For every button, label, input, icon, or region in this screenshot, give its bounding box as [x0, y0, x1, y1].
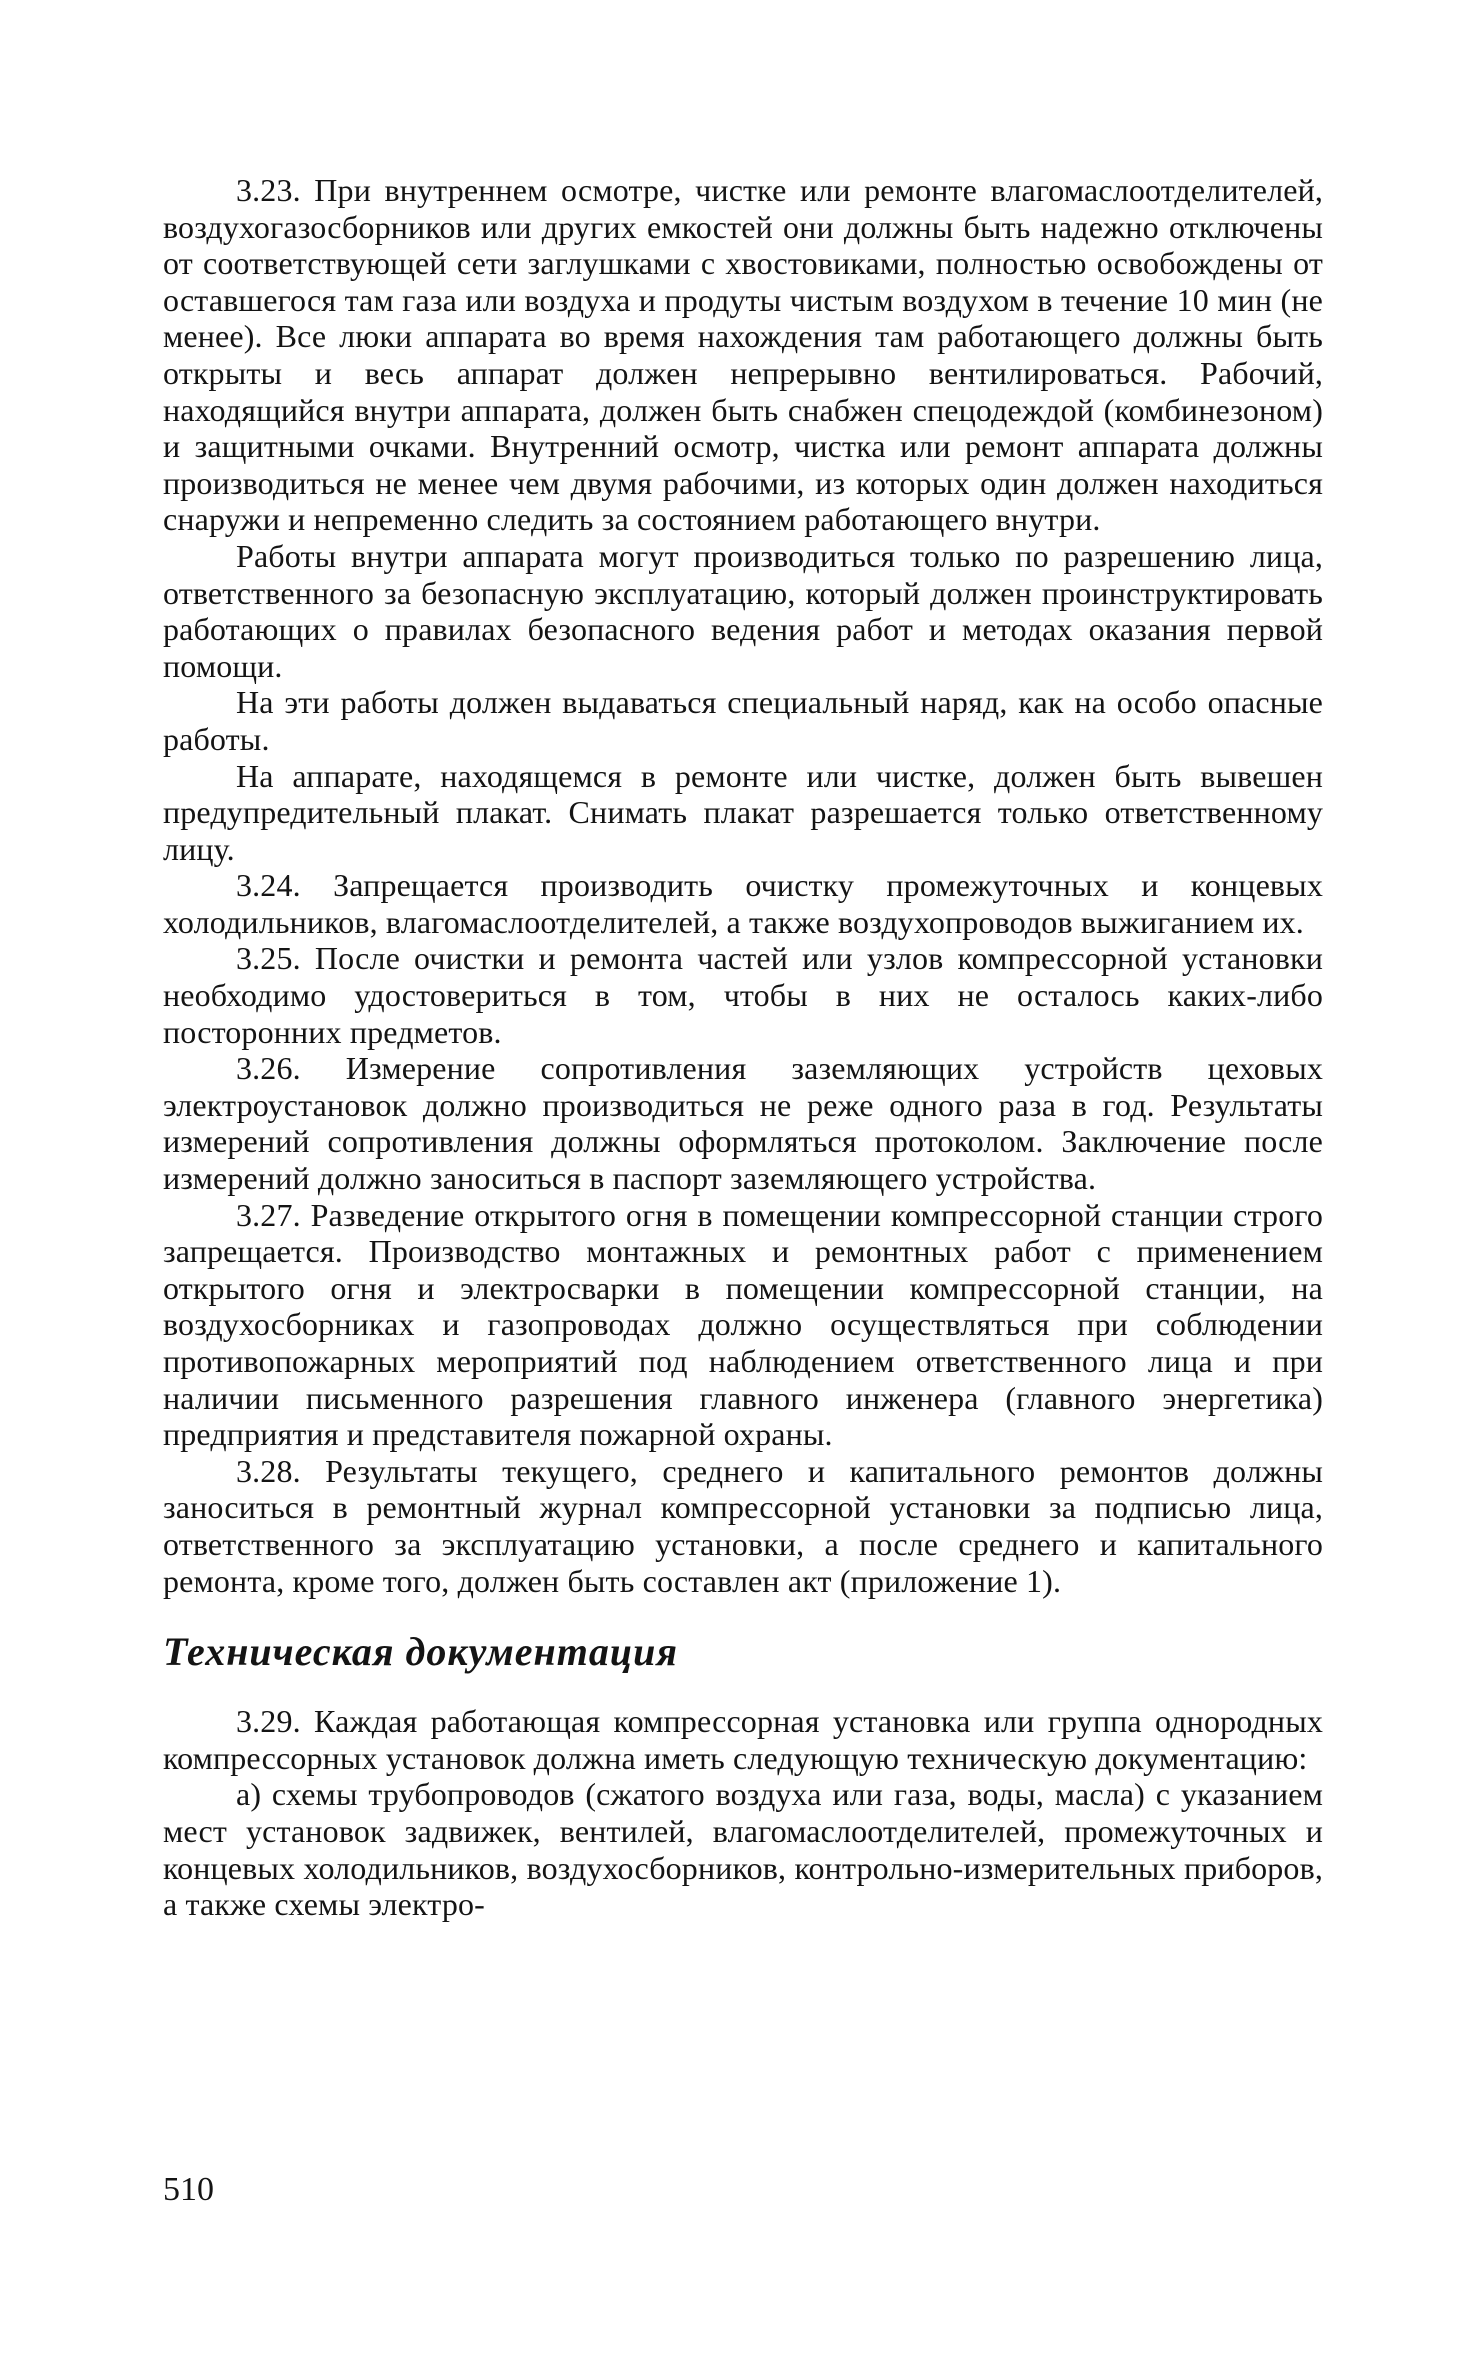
paragraph-work-order: На эти работы должен выдаваться специальный наряд, как на особо опасные работы. — [163, 684, 1323, 757]
paragraph-3-25: 3.25. После очистки и ремонта частей или узлов компрессорной установки необходимо удостовериться в том, чтобы в них не осталось каких-либо посторонних предметов. — [163, 940, 1323, 1050]
paragraph-3-24: 3.24. Запрещается производить очистку промежуточных и концевых холодильников, влагомаслоотделителей, а также воздухопроводов выжиганием их. — [163, 867, 1323, 940]
paragraph-permission: Работы внутри аппарата могут производиться только по разрешению лица, ответственного за безопасную эксплуатацию, который должен проинструктировать работающих о правилах безопасного ведения работ и методах оказания первой помощи. — [163, 537, 1323, 684]
paragraph-item-a: а) схемы трубопроводов (сжатого воздуха или газа, воды, масла) с указанием мест установок задвижек, вентилей, влагомаслоотделителей, промежуточных и концевых холодильников, воздухосборников, контрольно-измерительных приборов, а также схемы электро- — [163, 1776, 1323, 1923]
paragraph-3-29: 3.29. Каждая работающая компрессорная установка или группа однородных компрессорных установок должна иметь следующую техническую документацию: — [163, 1703, 1323, 1776]
section-heading: Техническая документация — [163, 1629, 678, 1675]
paragraph-3-23: 3.23. При внутреннем осмотре, чистке или ремонте влагомаслоотделителей, воздухогазосборников или других емкостей они должны быть надежно отключены от соответствующей сети заглушками с хвостовиками, полностью освобождены от оставшегося там газа или воздуха и продуты чистым воздухом в течение 10 мин (не менее). Все люки аппарата во время нахождения там работающего должны быть открыты и весь аппарат должен непрерывно вентилироваться. Рабочий, находящийся внутри аппарата, должен быть снабжен спецодеждой (комбинезоном) и защитными очками. Внутренний осмотр, чистка или ремонт аппарата должны производиться не менее чем двумя рабочими, из которых один должен находиться снаружи и непременно следить за состоянием работающего внутри. — [163, 172, 1323, 538]
paragraph-3-26: 3.26. Измерение сопротивления заземляющих устройств цеховых электроустановок должно производиться не реже одного раза в год. Результаты измерений сопротивления должны оформляться протоколом. Заключение после измерений должно заноситься в паспорт заземляющего устройства. — [163, 1050, 1323, 1197]
paragraph-3-28: 3.28. Результаты текущего, среднего и капитального ремонтов должны заноситься в ремонтный журнал компрессорной установки за подписью лица, ответственного за эксплуатацию установки, а после среднего и капитального ремонта, кроме того, должен быть составлен акт (приложение 1). — [163, 1452, 1323, 1599]
page-number: 510 — [163, 2171, 214, 2208]
paragraph-warning-sign: На аппарате, находящемся в ремонте или чистке, должен быть вывешен предупредительный плакат. Снимать плакат разрешается только ответственному лицу. — [163, 757, 1323, 867]
document-page — [163, 172, 1323, 1923]
paragraph-3-27: 3.27. Разведение открытого огня в помещении компрессорной станции строго запрещается. Производство монтажных и ремонтных работ с применением открытого огня и электросварки в помещении компрессорной станции, на воздухосборниках и газопроводах должно осуществляться при соблюдении противопожарных мероприятий под наблюдением ответственного лица и при наличии письменного разрешения главного инженера (главного энергетика) предприятия и представителя пожарной охраны. — [163, 1196, 1323, 1453]
